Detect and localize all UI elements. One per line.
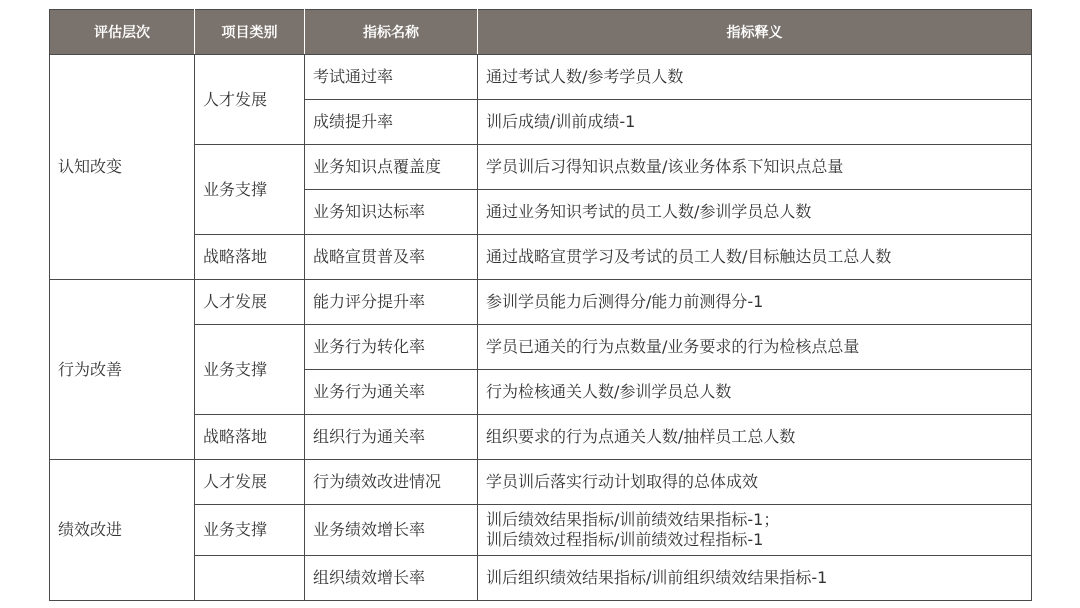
table-row	[50, 280, 1032, 325]
metric-name-cell: 成绩提升率	[305, 100, 478, 145]
table-row	[50, 460, 1032, 505]
metric-name-cell: 组织绩效增长率	[305, 556, 478, 601]
metric-definition-cell: 训后组织绩效结果指标/训前组织绩效结果指标-1	[478, 556, 1032, 601]
metric-name-cell: 组织行为通关率	[305, 415, 478, 460]
table-row	[50, 145, 1032, 190]
header-category: 项目类别	[195, 10, 305, 55]
table-row	[50, 235, 1032, 280]
metric-definition-cell: 参训学员能力后测得分/能力前测得分-1	[478, 280, 1032, 325]
category-cell: 战略落地	[195, 415, 305, 460]
level-cell: 绩效改进	[50, 460, 195, 601]
metric-definition-line: 训后绩效结果指标/训前绩效结果指标-1；	[486, 510, 780, 529]
category-cell: 业务支撑	[195, 145, 305, 235]
metric-definition-cell: 学员训后落实行动计划取得的总体成效	[478, 460, 1032, 505]
level-cell: 认知改变	[50, 55, 195, 280]
category-cell: 战略落地	[195, 235, 305, 280]
table-row	[50, 505, 1032, 556]
metric-definition-cell: 组织要求的行为点通关人数/抽样员工总人数	[478, 415, 1032, 460]
metric-name-cell: 考试通过率	[305, 55, 478, 100]
metric-definition-cell: 通过业务知识考试的员工人数/参训学员总人数	[478, 190, 1032, 235]
metric-name-cell: 业务绩效增长率	[305, 505, 478, 556]
evaluation-metrics-table	[49, 9, 1032, 601]
metric-name-cell: 业务知识达标率	[305, 190, 478, 235]
level-cell: 行为改善	[50, 280, 195, 460]
metric-definition-cell: 训后成绩/训前成绩-1	[478, 100, 1032, 145]
metric-name-cell: 业务行为通关率	[305, 370, 478, 415]
header-metric-definition: 指标释义	[478, 10, 1032, 55]
category-cell: 人才发展	[195, 460, 305, 505]
header-level: 评估层次	[50, 10, 195, 55]
metric-name-cell: 业务知识点覆盖度	[305, 145, 478, 190]
metric-definition-cell: 通过考试人数/参考学员人数	[478, 55, 1032, 100]
metric-definition-cell: 通过战略宣贯学习及考试的员工人数/目标触达员工总人数	[478, 235, 1032, 280]
header-metric-name: 指标名称	[305, 10, 478, 55]
metric-definition-cell: 行为检核通关人数/参训学员总人数	[478, 370, 1032, 415]
category-cell: 业务支撑	[195, 505, 305, 556]
category-cell	[195, 556, 305, 601]
category-cell: 人才发展	[195, 55, 305, 145]
header-row	[50, 10, 1032, 55]
table-row	[50, 325, 1032, 370]
metric-name-cell: 业务行为转化率	[305, 325, 478, 370]
metric-definition-cell	[478, 505, 1032, 556]
category-cell: 业务支撑	[195, 325, 305, 415]
metric-definition-cell: 学员已通关的行为点数量/业务要求的行为检核点总量	[478, 325, 1032, 370]
category-cell: 人才发展	[195, 280, 305, 325]
metric-name-cell: 战略宣贯普及率	[305, 235, 478, 280]
table-row	[50, 55, 1032, 100]
metric-name-cell: 行为绩效改进情况	[305, 460, 478, 505]
table-row	[50, 415, 1032, 460]
table-row	[50, 556, 1032, 601]
metric-definition-cell: 学员训后习得知识点数量/该业务体系下知识点总量	[478, 145, 1032, 190]
metric-definition-line: 训后绩效过程指标/训前绩效过程指标-1	[486, 530, 764, 549]
metric-name-cell: 能力评分提升率	[305, 280, 478, 325]
metrics-table-container	[49, 9, 1031, 601]
